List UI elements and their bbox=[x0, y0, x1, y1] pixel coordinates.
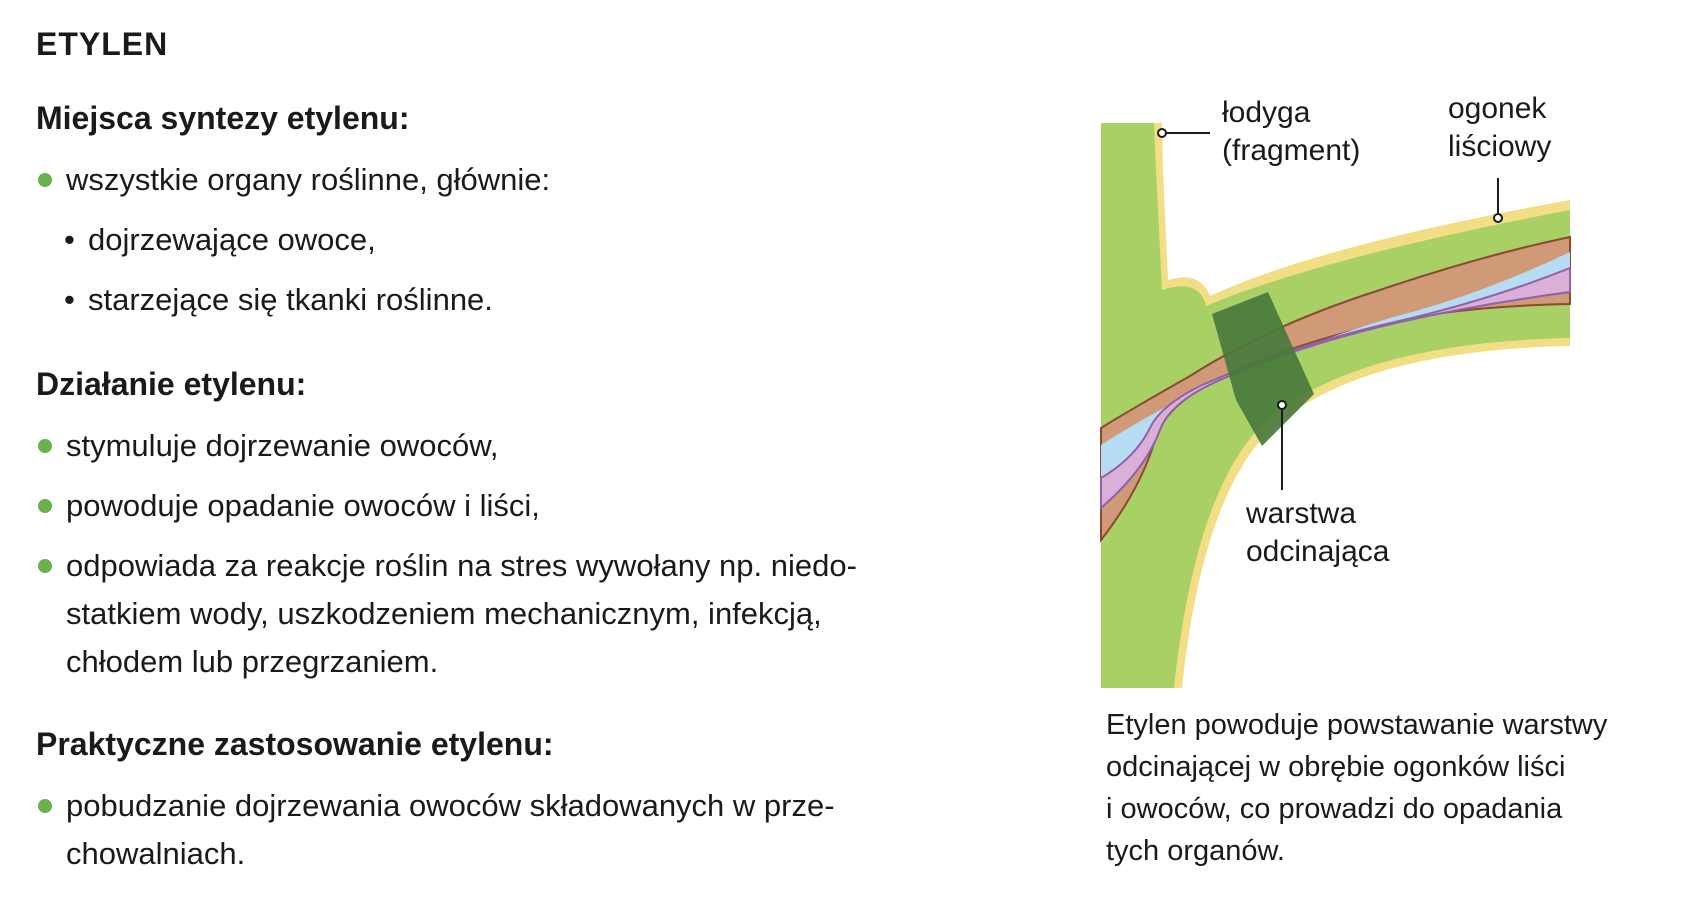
action-heading: Działanie etylenu: bbox=[36, 366, 307, 402]
marker-abscission bbox=[1278, 401, 1286, 409]
marker-stem bbox=[1158, 129, 1166, 137]
bullet-icon: • bbox=[64, 282, 75, 317]
label-abscission-layer: warstwa odcinająca bbox=[1246, 497, 1390, 568]
page-title: ETYLEN bbox=[36, 26, 169, 62]
sub-list-item: • starzejące się tkanki roślinne. bbox=[64, 282, 493, 317]
figure-caption: Etylen powoduje powstawanie warstwy odcinającej w obrębie ogonków liści i owoców, co prowadzi do opadania tych organów. bbox=[1106, 709, 1608, 867]
marker-petiole bbox=[1494, 214, 1502, 222]
bullet-icon: • bbox=[64, 222, 75, 257]
sub-list-item: • dojrzewające owoce, bbox=[64, 222, 376, 257]
label-stem: łodyga (fragment) bbox=[1222, 96, 1361, 167]
label-petiole: ogonek liściowy bbox=[1448, 92, 1552, 163]
synthesis-heading: Miejsca syntezy etylenu: bbox=[36, 100, 410, 136]
caption-term: Etylen bbox=[1106, 709, 1187, 741]
use-heading: Praktyczne zastosowanie etylenu: bbox=[36, 726, 554, 762]
